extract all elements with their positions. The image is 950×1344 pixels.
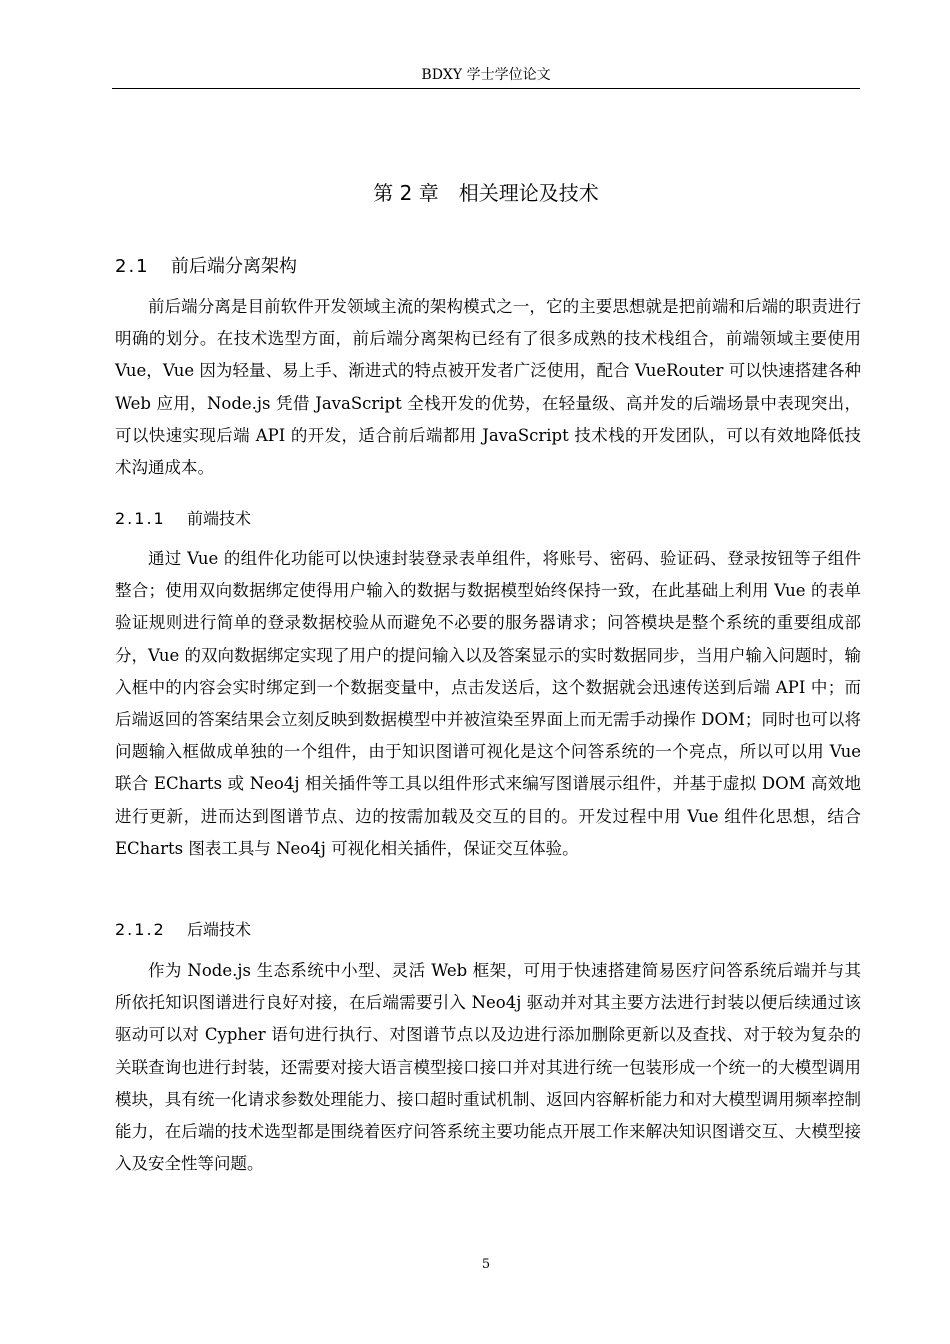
header-divider — [112, 88, 860, 89]
section-number: 2.1 — [115, 256, 150, 277]
section-2-1-2-paragraph: 作为 Node.js 生态系统中小型、灵活 Web 框架，可用于快速搭建简易医疗问答系统后端并与其所依托知识图谱进行良好对接，在后端需要引入 Neo4j 驱动并对其主要方法进行封装以便后续通过该驱动可以对 Cypher 语句进行执行、对图谱节点以及边进行添加删除更新以及查找、对于较为复杂的关联查询也进行封装，还需要对接大语言模型接口接口并对其进行统一包装形成一个统一的大模型调用模块，具有统一化请求参数处理能力、接口超时重试机制、返回内容解析能力和对大模型调用频率控制能力，在后端的技术选型都是围绕着医疗问答系统主要功能点开展工作来解决知识图谱交互、大模型接入及安全性等问题。 — [115, 961, 861, 1174]
page-number: 5 — [481, 1257, 491, 1272]
section-2-1-paragraph: 前后端分离是目前软件开发领域主流的架构模式之一，它的主要思想就是把前端和后端的职责进行明确的划分。在技术选型方面，前后端分离架构已经有了很多成熟的技术栈组合，前端领域主要使用 Vue，Vue 因为轻量、易上手、渐进式的特点被开发者广泛使用，配合 VueRouter 可以快速搭建各种 Web 应用，Node.js 凭借 JavaScript 全栈开发的优势，在轻量级、高并发的后端场景中表现突出，可以快速实现后端 API 的开发，适合前后端都用 JavaScript 技术栈的开发团队，可以有效地降低技术沟通成本。 — [115, 297, 861, 478]
section-title: 前后端分离架构 — [171, 256, 297, 277]
subsection-number: 2.1.1 — [115, 509, 166, 528]
chapter-title-text: 相关理论及技术 — [458, 181, 599, 205]
section-2-1-1-paragraph: 通过 Vue 的组件化功能可以快速封装登录表单组件，将账号、密码、验证码、登录按钮等子组件整合；使用双向数据绑定使得用户输入的数据与数据模型始终保持一致，在此基础上利用 Vue 的表单验证规则进行简单的登录数据校验从而避免不必要的服务器请求；问答模块是整个系统的重要组成部分，Vue 的双向数据绑定实现了用户的提问输入以及答案显示的实时数据同步，当用户输入问题时，输入框中的内容会实时绑定到一个数据变量中，点击发送后，这个数据就会迅速传送到后端 API 中；而后端返回的答案结果会立刻反映到数据模型中并被渲染至界面上而无需手动操作 DOM；同时也可以将问题输入框做成单独的一个组件，由于知识图谱可视化是这个问答系统的一个亮点，所以可以用 Vue 联合 ECharts 或 Neo4j 相关插件等工具以组件形式来编写图谱展示组件，并基于虚拟 DOM 高效地进行更新，进而达到图谱节点、边的按需加载及交互的目的。开发过程中用 Vue 组件化思想，结合 ECharts 图表工具与 Neo4j 可视化相关插件，保证交互体验。 — [115, 549, 861, 858]
section-heading-2-1 — [115, 254, 297, 280]
chapter-number: 第 2 章 — [373, 181, 439, 205]
chapter-title — [112, 178, 860, 208]
subsection-title: 前端技术 — [187, 509, 252, 528]
section-heading-2-1-2 — [115, 918, 251, 942]
section-heading-2-1-1 — [115, 507, 251, 531]
subsection-title: 后端技术 — [187, 920, 252, 939]
running-header: BDXY 学士学位论文 — [421, 67, 551, 83]
subsection-number: 2.1.2 — [115, 920, 166, 939]
